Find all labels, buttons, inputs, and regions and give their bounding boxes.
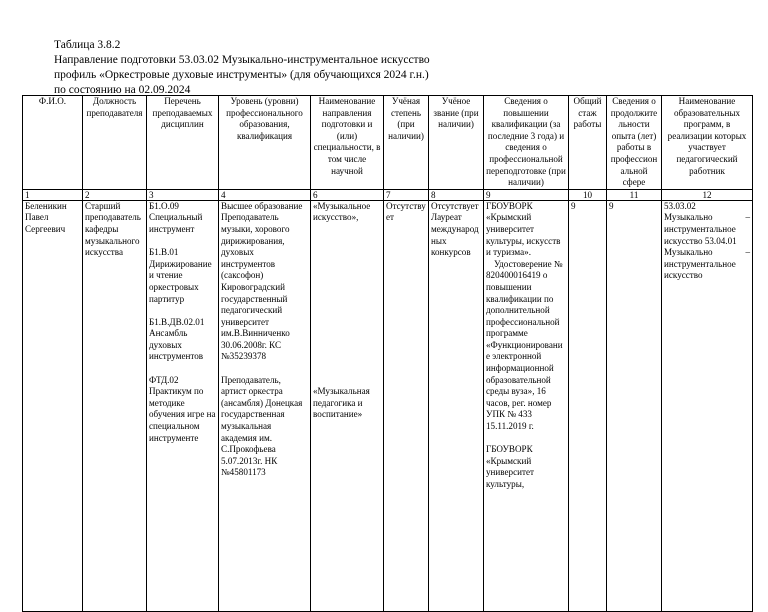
program-text: инструментальное искусство 53.04.01 — [664, 223, 737, 246]
discipline-item: Б1.В.ДВ.02.01 Ансамбль духовых инструментов — [149, 316, 205, 362]
header-qualification: Сведения о повышении квалификации (за последние 3 года) и сведения о профессиональной переподготовке (при наличии) — [484, 96, 569, 190]
cell-disciplines — [147, 200, 219, 611]
header-degree: Учёная степень (при наличии) — [384, 96, 429, 190]
column-number: 11 — [607, 189, 662, 200]
title-item: Отсутствует — [431, 200, 479, 211]
qualification-item: ГБОУВОРК «Крымский университет культуры, — [486, 444, 534, 489]
program-dash: – — [745, 212, 750, 223]
discipline-item: Б1.В.01 Дирижирование и чтение оркестровых партитур — [149, 247, 212, 304]
program-text: Музыкально — [664, 212, 713, 223]
column-number: 3 — [147, 189, 219, 200]
column-number: 1 — [23, 189, 83, 200]
cell-fio: Беленикин Павел Сергеевич — [23, 200, 83, 611]
column-number: 10 — [569, 189, 607, 200]
header-position: Должность преподавателя — [83, 96, 147, 190]
cell-education — [219, 200, 311, 611]
cell-total-experience: 9 — [569, 200, 607, 611]
caption-direction: Направление подготовки 53.03.02 Музыкально-инструментальное искусство — [54, 54, 430, 66]
cell-specialty — [311, 200, 384, 611]
specialty-item: «Музыкальная педагогика и воспитание» — [313, 385, 370, 420]
header-specialty: Наименование направления подготовки и (или) специальности, в том числе научной — [311, 96, 384, 190]
program-code: 53.03.02 — [664, 200, 696, 211]
staff-table — [22, 95, 753, 612]
column-number: 6 — [311, 189, 384, 200]
specialty-item: «Музыкальное искусство», — [313, 200, 371, 223]
caption-date: по состоянию на 02.09.2024 — [54, 84, 191, 96]
title-item: Лауреат международных конкурсов — [431, 212, 479, 258]
discipline-item: Б1.О.09 Специальный инструмент — [149, 200, 203, 234]
table-row — [23, 200, 753, 611]
cell-degree: Отсутствует — [384, 200, 429, 611]
program-text: инструментальное искусство — [664, 258, 736, 281]
program-text: Музыкально — [664, 247, 713, 258]
header-education: Уровень (уровни) профессионального образования, квалификация — [219, 96, 311, 190]
header-total-experience: Общий стаж работы — [569, 96, 607, 190]
cell-qualification — [484, 200, 569, 611]
education-item: Преподаватель, артист оркестра (ансамбля) Донецкая государственная музыкальная академия им. С.Прокофьева 5.07.2013г. НК №45801173 — [221, 374, 303, 478]
table-caption — [54, 38, 430, 98]
header-disciplines: Перечень преподаваемых дисциплин — [147, 96, 219, 190]
cell-title — [429, 200, 484, 611]
cell-programs — [662, 200, 753, 611]
discipline-item: ФТД.02 Практикум по методике обучения игре на специальном инструменте — [149, 374, 216, 443]
program-dash: – — [745, 247, 750, 258]
column-number: 12 — [662, 189, 753, 200]
column-number: 9 — [484, 189, 569, 200]
column-number: 4 — [219, 189, 311, 200]
header-professional-experience: Сведения о продолжительности опыта (лет) работы в профессиональной сфере — [607, 96, 662, 190]
header-programs: Наименование образовательных программ, в реализации которых участвует педагогический работник — [662, 96, 753, 190]
program-line — [664, 247, 750, 259]
qualification-item: ГБОУВОРК «Крымский университет культуры, искусств и туризма». — [486, 200, 561, 258]
header-fio: Ф.И.О. — [23, 96, 83, 190]
column-number-row — [23, 189, 753, 200]
header-title: Учёное звание (при наличии) — [429, 96, 484, 190]
qualification-item: Удостоверение № 820400016419 о повышении квалификации по дополнительной профессиональной программе «Функционирование электронной информационной образовательной среды вуза», 16 часов, рег. номер УПК № 433 15.11.2019 г. — [486, 258, 563, 432]
column-number: 2 — [83, 189, 147, 200]
education-item: Высшее образование Преподаватель музыки, хорового дирижирования, духовых инструментов (саксофон) Кировоградский государственный педагогический университет им.В.Винниченко 30.06.2008г. КС №35239378 — [221, 200, 303, 362]
header-row — [23, 96, 753, 190]
program-line — [664, 212, 750, 224]
column-number: 8 — [429, 189, 484, 200]
caption-table-number: Таблица 3.8.2 — [54, 39, 121, 51]
column-number: 7 — [384, 189, 429, 200]
cell-position: Старший преподаватель кафедры музыкального искусства — [83, 200, 147, 611]
cell-professional-experience: 9 — [607, 200, 662, 611]
caption-profile: профиль «Оркестровые духовые инструменты» (для обучающихся 2024 г.н.) — [54, 69, 429, 81]
